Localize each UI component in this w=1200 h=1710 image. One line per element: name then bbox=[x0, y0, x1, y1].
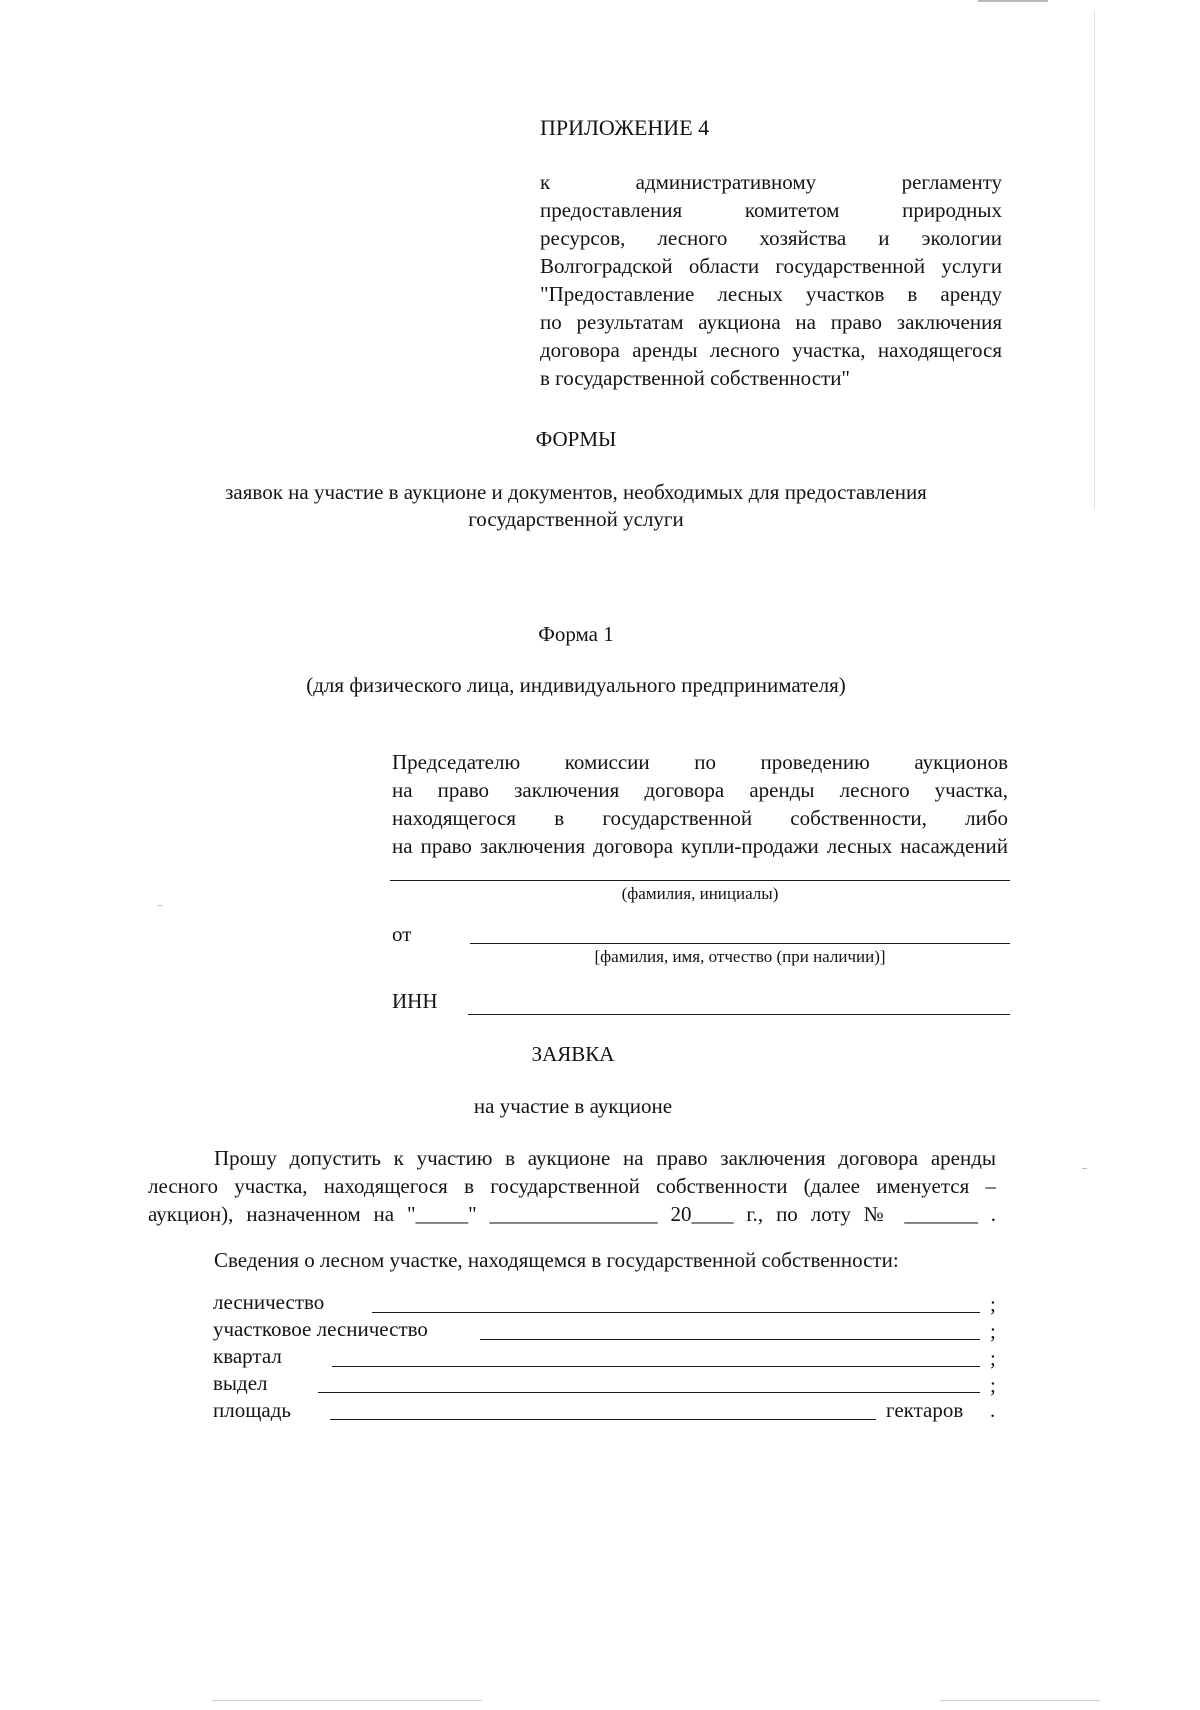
inn-label: ИНН bbox=[392, 989, 438, 1013]
appendix-title: ПРИЛОЖЕНИЕ 4 bbox=[540, 115, 710, 140]
appendix-description bbox=[540, 168, 1002, 392]
scan-artifact bbox=[212, 1700, 482, 1701]
forms-subtitle-line2: государственной услуги bbox=[468, 507, 684, 531]
appendix-line: к административному регламенту bbox=[540, 170, 1002, 194]
application-subtitle: на участие в аукционе bbox=[473, 1094, 673, 1118]
form1-note: (для физического лица, индивидуального предпринимателя) bbox=[306, 673, 846, 697]
from-label: от bbox=[392, 922, 412, 946]
scan-artifact bbox=[1094, 10, 1095, 510]
district-forestry-label: участковое лесничество bbox=[213, 1317, 428, 1341]
caption-fullname: [фамилия, имя, отчество (при наличии)] bbox=[594, 947, 886, 966]
addressee-name-line[interactable] bbox=[390, 880, 1010, 881]
plot-info-heading: Сведения о лесном участке, находящемся в государственной собственности: bbox=[214, 1248, 899, 1272]
area-label: площадь bbox=[213, 1398, 291, 1422]
application-title: ЗАЯВКА bbox=[531, 1042, 615, 1066]
forestry-label: лесничество bbox=[213, 1290, 325, 1314]
from-name-line[interactable] bbox=[470, 943, 1010, 944]
addressee-line: находящегося в государственной собственности, либо bbox=[392, 806, 1008, 830]
quarter-label: квартал bbox=[213, 1344, 282, 1368]
scan-artifact bbox=[1082, 1168, 1087, 1169]
appendix-line: ресурсов, лесного хозяйства и экологии bbox=[540, 226, 1002, 250]
forestry-end: ; bbox=[990, 1292, 996, 1316]
addressee-line: Председателю комиссии по проведению аукционов bbox=[392, 750, 1008, 774]
scan-artifact bbox=[940, 1700, 1100, 1701]
application-body bbox=[148, 1144, 996, 1228]
quarter-end: ; bbox=[990, 1346, 996, 1370]
area-unit: гектаров bbox=[886, 1398, 964, 1422]
allotment-line[interactable] bbox=[318, 1392, 980, 1393]
application-body-line1: Прошу допустить к участию в аукционе на право заключения договора аренды bbox=[214, 1146, 996, 1170]
form1-title: Форма 1 bbox=[538, 622, 614, 646]
forestry-line[interactable] bbox=[372, 1312, 980, 1313]
appendix-line: предоставления комитетом природных bbox=[540, 198, 1002, 222]
area-line[interactable] bbox=[330, 1419, 876, 1420]
application-body-line2: лесного участка, находящегося в государственной собственности (далее именуется – bbox=[148, 1174, 996, 1198]
appendix-line: в государственной собственности" bbox=[540, 366, 851, 390]
addressee-block bbox=[392, 748, 1008, 860]
appendix-line: Волгоградской области государственной услуги bbox=[540, 254, 1002, 278]
scan-artifact bbox=[978, 0, 1048, 2]
addressee-line: на право заключения договора купли-продажи лесных насаждений bbox=[392, 834, 1008, 858]
appendix-line: "Предоставление лесных участков в аренду bbox=[540, 282, 1002, 306]
addressee-line: на право заключения договора аренды лесного участка, bbox=[392, 778, 1008, 802]
inn-line[interactable] bbox=[468, 1014, 1010, 1015]
appendix-line: по результатам аукциона на право заключения bbox=[540, 310, 1002, 334]
allotment-label: выдел bbox=[213, 1371, 268, 1395]
district-forestry-end: ; bbox=[990, 1319, 996, 1343]
quarter-line[interactable] bbox=[332, 1366, 980, 1367]
district-forestry-line[interactable] bbox=[480, 1339, 980, 1340]
caption-initials: (фамилия, инициалы) bbox=[621, 884, 779, 903]
application-body-line3: аукцион), назначенном на "_____" ________________ 20____ г., по лоту № _______ . bbox=[148, 1202, 996, 1226]
forms-title: ФОРМЫ bbox=[535, 427, 617, 451]
forms-subtitle-line1: заявок на участие в аукционе и документов, необходимых для предоставления bbox=[225, 480, 927, 504]
scan-artifact bbox=[158, 905, 162, 906]
area-end: . bbox=[990, 1398, 996, 1422]
allotment-end: ; bbox=[990, 1373, 996, 1397]
appendix-line: договора аренды лесного участка, находящегося bbox=[540, 338, 1002, 362]
